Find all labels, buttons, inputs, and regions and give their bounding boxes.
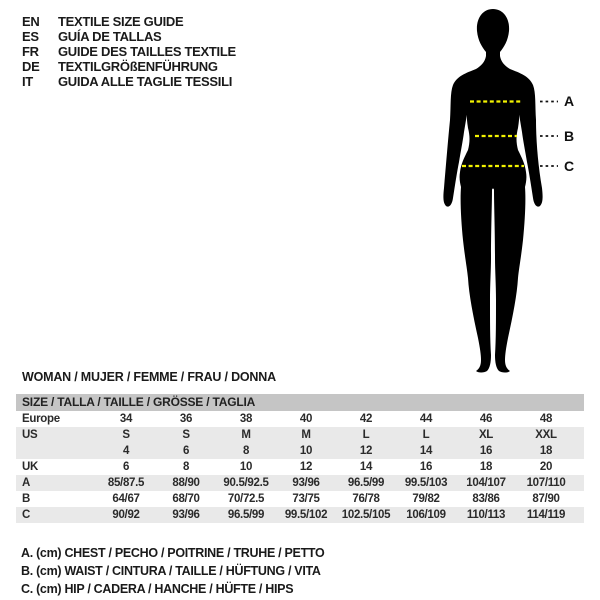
lang-title: GUIDA ALLE TAGLIE TESSILI — [58, 74, 233, 89]
size-cell: 70/72.5 — [227, 493, 265, 505]
woman-silhouette-svg — [430, 0, 600, 380]
size-cell: 93/96 — [172, 509, 200, 521]
table-row-us — [16, 427, 584, 443]
size-cell: 14 — [419, 445, 433, 457]
row-label: C — [22, 509, 31, 521]
size-cell: 104/107 — [466, 477, 506, 489]
size-cell: 8 — [182, 461, 190, 473]
size-cell: 16 — [419, 461, 433, 473]
marker-label-c: C — [564, 158, 575, 174]
size-cell: 46 — [479, 413, 493, 425]
row-label: Europe — [22, 413, 60, 425]
marker-label-b: B — [564, 128, 575, 144]
lang-code: EN — [22, 14, 40, 29]
size-cell: 38 — [239, 413, 253, 425]
size-cell: 6 — [182, 445, 190, 457]
size-cell: 90/92 — [112, 509, 140, 521]
size-cell: 10 — [239, 461, 253, 473]
woman-silhouette — [443, 9, 542, 373]
size-cell: L — [362, 429, 370, 441]
lang-code: FR — [22, 44, 39, 59]
size-cell: 68/70 — [172, 493, 200, 505]
size-cell: 6 — [122, 461, 130, 473]
size-cell: 88/90 — [172, 477, 200, 489]
size-cell: 14 — [359, 461, 373, 473]
table-row-europe — [16, 411, 584, 427]
table-row-chest — [16, 475, 584, 491]
size-cell: 4 — [122, 445, 130, 457]
lang-code: ES — [22, 29, 39, 44]
row-label: B — [22, 493, 31, 505]
size-cell: 18 — [479, 461, 493, 473]
size-cell: S — [182, 429, 190, 441]
size-cell: S — [122, 429, 130, 441]
section-title: WOMAN / MUJER / FEMME / FRAU / DONNA — [22, 370, 276, 384]
lang-title: GUIDE DES TAILLES TEXTILE — [58, 44, 236, 59]
size-cell: 12 — [299, 461, 313, 473]
legend-waist: B. (cm) WAIST / CINTURA / TAILLE / HÜFTUNG / VITA — [21, 564, 321, 578]
size-cell: 114/119 — [526, 509, 566, 521]
lang-row-en — [22, 14, 236, 29]
size-cell: 42 — [359, 413, 373, 425]
size-cell: 107/110 — [526, 477, 566, 489]
lang-row-fr — [22, 44, 236, 59]
size-cell: 96.5/99 — [227, 509, 265, 521]
size-cell: 90.5/92.5 — [223, 477, 269, 489]
size-cell: 93/96 — [292, 477, 320, 489]
size-cell: 34 — [119, 413, 133, 425]
size-cell: 36 — [179, 413, 193, 425]
row-label: A — [22, 477, 31, 489]
size-cell: M — [241, 429, 251, 441]
legend-chest: A. (cm) CHEST / PECHO / POITRINE / TRUHE / PETTO — [21, 546, 325, 560]
size-cell: 87/90 — [532, 493, 560, 505]
size-cell: 18 — [539, 445, 553, 457]
lang-row-es — [22, 29, 236, 44]
size-cell: 73/75 — [292, 493, 320, 505]
size-cell: 106/109 — [406, 509, 446, 521]
size-cell: 83/86 — [472, 493, 500, 505]
size-cell: 44 — [419, 413, 433, 425]
lang-title: GUÍA DE TALLAS — [58, 29, 162, 44]
table-header: SIZE / TALLA / TAILLE / GRÖSSE / TAGLIA — [16, 394, 584, 411]
size-cell: XL — [478, 429, 494, 441]
row-label — [16, 443, 96, 459]
size-cell: 79/82 — [412, 493, 440, 505]
marker-label-a: A — [564, 93, 575, 109]
size-cell: 12 — [359, 445, 373, 457]
lang-code: DE — [22, 59, 40, 74]
table-row-waist — [16, 491, 584, 507]
lang-row-it — [22, 74, 236, 89]
size-cell: L — [422, 429, 430, 441]
language-list — [22, 14, 236, 89]
row-label: UK — [22, 461, 39, 473]
size-cell: 102.5/105 — [341, 509, 391, 521]
size-cell: 64/67 — [112, 493, 140, 505]
size-cell: 99.5/102 — [284, 509, 328, 521]
table-row-uk — [16, 459, 584, 475]
size-cell: 10 — [299, 445, 313, 457]
size-cell: 76/78 — [352, 493, 380, 505]
size-cell: 8 — [242, 445, 250, 457]
lang-row-de — [22, 59, 236, 74]
size-table — [16, 394, 584, 523]
size-cell: 96.5/99 — [347, 477, 385, 489]
measurement-figure — [430, 0, 600, 380]
table-row-hip — [16, 507, 584, 523]
lang-title: TEXTILE SIZE GUIDE — [58, 14, 184, 29]
lang-code: IT — [22, 74, 33, 89]
lang-title: TEXTILGRÖßENFÜHRUNG — [58, 59, 218, 74]
size-cell: 110/113 — [466, 509, 506, 521]
size-cell: M — [301, 429, 311, 441]
measurement-legend — [21, 544, 324, 598]
row-label: US — [22, 429, 38, 441]
size-cell: 16 — [479, 445, 493, 457]
table-row-us-numeric — [16, 443, 584, 459]
size-cell: 20 — [539, 461, 553, 473]
size-cell: 48 — [539, 413, 553, 425]
size-cell: 99.5/103 — [404, 477, 448, 489]
legend-hip: C. (cm) HIP / CADERA / HANCHE / HÜFTE / HIPS — [21, 582, 294, 596]
size-cell: 85/87.5 — [107, 477, 145, 489]
size-cell: XXL — [535, 429, 557, 441]
size-cell: 40 — [299, 413, 313, 425]
